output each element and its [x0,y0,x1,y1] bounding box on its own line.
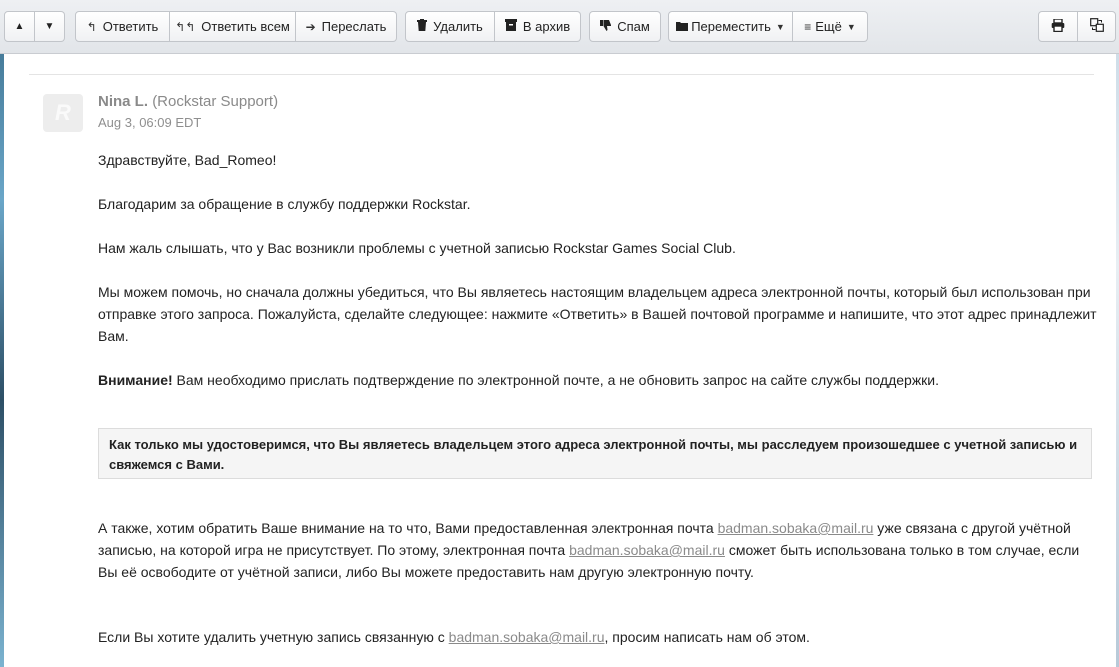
thumbs-down-icon [600,20,611,34]
delete-paragraph [98,626,1098,648]
delete-button[interactable] [405,11,495,42]
sender-name[interactable]: Nina L. [98,93,149,110]
more-button[interactable] [793,11,868,42]
also-text-1: А также, хотим обратить Ваше внимание на то что, Вами предоставленная электронная почта [98,520,718,536]
arrow-down-icon: ▼ [44,21,55,32]
header-divider [29,74,1094,75]
also-paragraph [98,517,1098,583]
email-link[interactable]: badman.sobaka@mail.ru [569,542,725,558]
prev-message-button[interactable] [4,11,35,42]
message-view [4,54,1116,667]
archive-button[interactable] [495,11,581,42]
archive-label: В архив [522,19,571,34]
spam-label: Спам [617,19,650,34]
forward-icon: ➔ [305,19,316,34]
attention-label: Внимание! [98,372,173,388]
caret-down-icon: ▼ [775,21,785,32]
trash-icon [417,19,427,34]
delete-text-2: , просим написать нам об этом. [604,629,810,645]
mail-toolbar [0,0,1119,54]
avatar-letter: R [55,100,71,125]
also-text-3: сможет быть использована только в том случае, если Вы её освободите от учётной записи, либо Вы можете предоставить нам другую электронную почту. [98,542,1080,580]
caret-down-icon: ▼ [846,21,856,32]
also-text-2: уже связана с другой учётной записью, на которой игра не присутствует. По этому, электронная почта [98,520,1071,558]
reply-label: Ответить [102,19,159,34]
translate-icon [1090,18,1104,35]
delete-text-1: Если Вы хотите удалить учетную запись связанную с [98,629,449,645]
reply-all-label: Ответить всем [201,19,290,34]
reply-all-button[interactable] [170,11,296,42]
archive-icon [505,19,517,34]
message-date: Aug 3, 06:09 EDT [98,115,202,130]
move-label: Переместить [691,19,771,34]
next-message-button[interactable] [35,11,65,42]
spam-button[interactable] [589,11,661,42]
reply-all-icon: ↰↰ [175,19,196,34]
sender-line [98,93,278,110]
arrow-up-icon: ▲ [14,21,25,32]
email-link[interactable]: badman.sobaka@mail.ru [717,520,874,536]
print-button[interactable] [1038,11,1078,42]
move-button[interactable] [668,11,793,42]
reply-button[interactable] [75,11,170,42]
delete-label: Удалить [433,19,483,34]
forward-button[interactable] [296,11,397,42]
sender-org: (Rockstar Support) [152,93,279,110]
attention-paragraph [98,369,1098,391]
reply-icon: ↰ [86,19,97,34]
print-icon [1051,19,1065,35]
greeting-paragraph: Здравствуйте, Bad_Romeo! [98,152,277,168]
forward-label: Переслать [321,19,387,34]
folder-icon [676,20,688,34]
translate-button[interactable] [1078,11,1116,42]
verify-paragraph: Мы можем помочь, но сначала должны убедиться, что Вы являетесь настоящим владельцем адреса электронной почты, который был использован при отправке этого запроса. Пожалуйста, сделайте следующее: нажмите «Ответить» в Вашей почтовой программе и напишите, что этот адрес принадлежит Вам. [98,284,1097,344]
sorry-paragraph: Нам жаль слышать, что у Вас возникли проблемы с учетной записью Rockstar Games Social Club. [98,240,736,256]
thanks-paragraph: Благодарим за обращение в службу поддержки Rockstar. [98,196,471,212]
email-link[interactable]: badman.sobaka@mail.ru [448,629,605,645]
info-note: Как только мы удостоверимся, что Вы являетесь владельцем этого адреса электронной почты, мы расследуем произошедшее с учетной записью и свяжемся с Вами. [98,428,1092,479]
attention-text: Вам необходимо прислать подтверждение по электронной почте, а не обновить запрос на сайте службы поддержки. [172,372,940,388]
sender-avatar [43,94,83,132]
menu-icon: ≡ [804,19,812,34]
more-label: Ещё [815,19,842,34]
